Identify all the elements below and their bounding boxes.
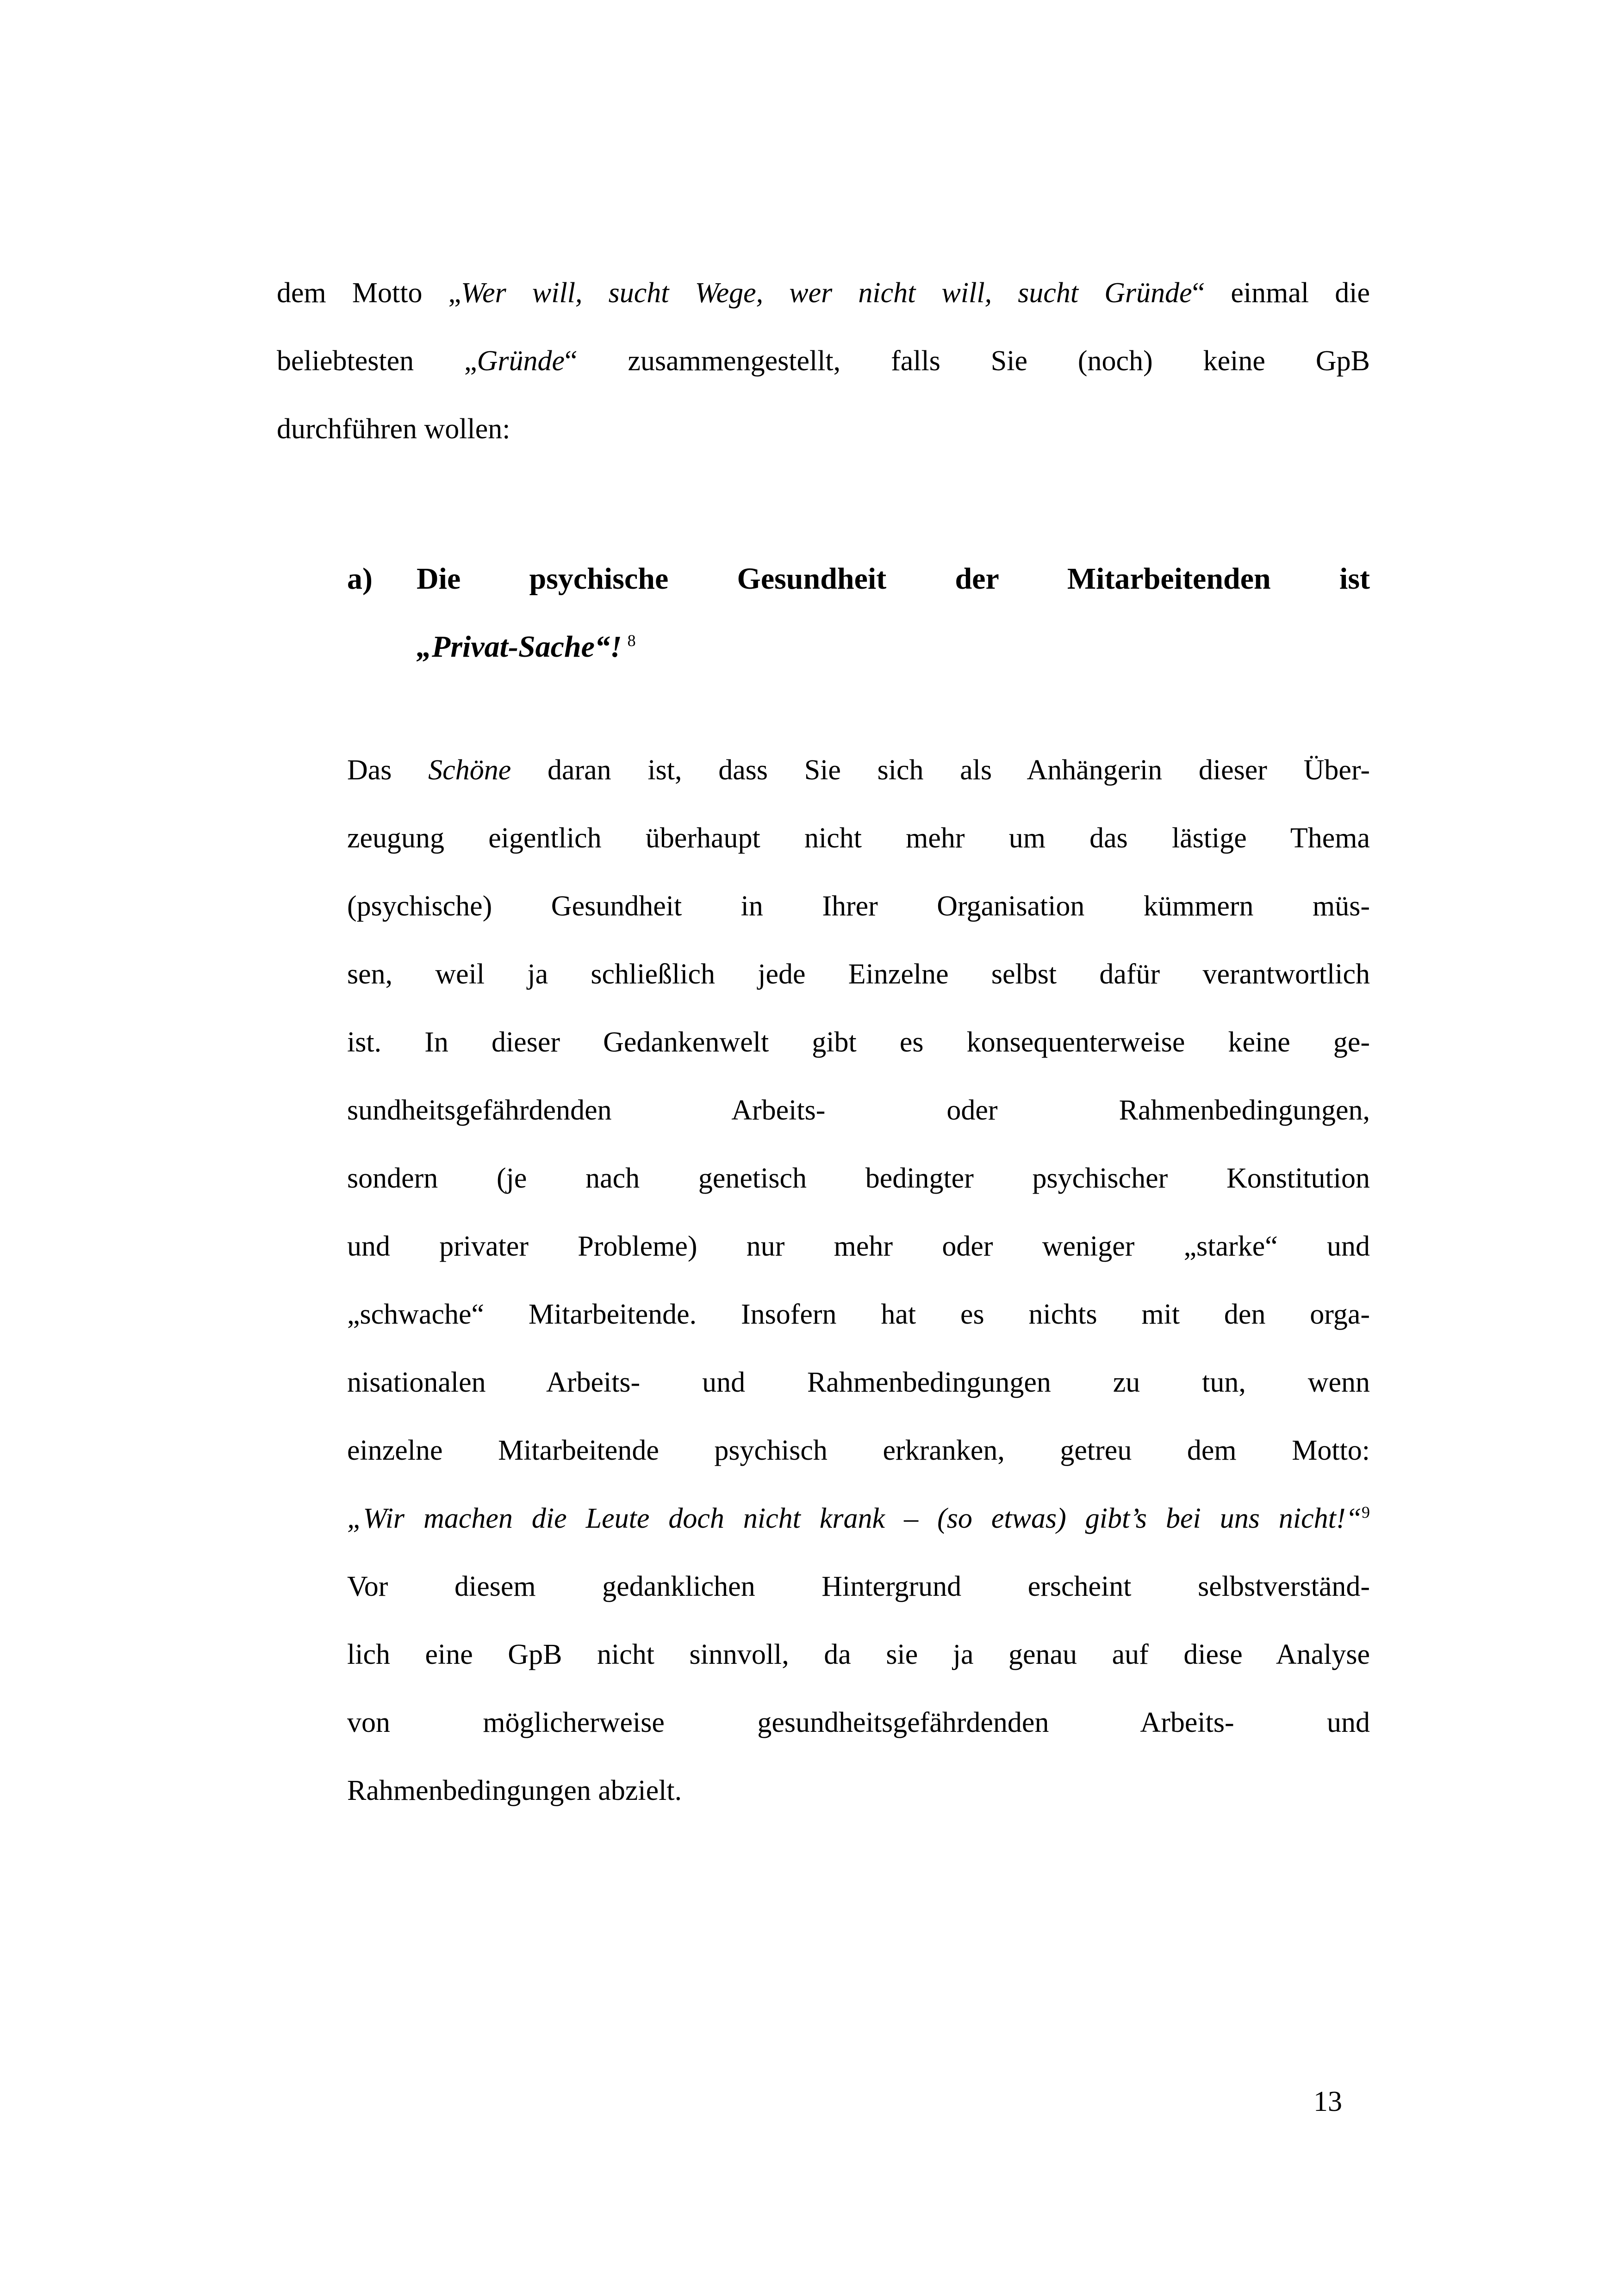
text-run: “ einmal die: [1192, 277, 1370, 309]
text-line: [277, 327, 1370, 395]
footnote-ref-9: 9: [1362, 1503, 1370, 1522]
text-run: beliebtesten „: [277, 345, 477, 377]
text-line: [277, 259, 1370, 327]
text-line: sen, weil ja schließlich jede Einzelne selbst dafür verantwortlich: [347, 958, 1370, 990]
text-line: ist. In dieser Gedankenwelt gibt es konsequenterweise keine ge-: [347, 1027, 1370, 1058]
text-line: und privater Probleme) nur mehr oder weniger „starke“ und: [347, 1231, 1370, 1262]
text-line: von möglicherweise gesundheitsgefährdenden Arbeits- und: [347, 1707, 1370, 1738]
footnote-ref-8: 8: [627, 631, 636, 650]
text-line: sondern (je nach genetisch bedingter psychischer Konstitution: [347, 1163, 1370, 1194]
text-run: daran ist, dass Sie sich als Anhängerin dieser Über-: [511, 754, 1370, 786]
text-line: sundheitsgefährdenden Arbeits- oder Rahmenbedingungen,: [347, 1095, 1370, 1126]
text-run: Das: [347, 754, 429, 786]
text-line: Rahmenbedingungen abzielt.: [347, 1775, 682, 1806]
text-line: Vor diesem gedanklichen Hintergrund erscheint selbstverständ-: [347, 1571, 1370, 1602]
text-line: zeugung eigentlich überhaupt nicht mehr um das lästige Thema: [347, 822, 1370, 854]
motto-italic-text: Wer will, sucht Wege, wer nicht will, sucht Gründe: [461, 277, 1192, 309]
gruende-italic-text: Gründe: [477, 345, 565, 377]
heading-text: Die psychische Gesundheit der Mitarbeitenden ist: [417, 562, 1370, 596]
text-line: nisationalen Arbeits- und Rahmenbedingungen zu tun, wenn: [347, 1367, 1370, 1398]
text-line: [347, 736, 1370, 804]
motto-quote-italic-text: „Wir machen die Leute doch nicht krank – (so etwas) gibt’s bei uns nicht!“: [347, 1503, 1362, 1534]
page-number: 13: [1313, 2086, 1342, 2117]
schoene-italic-text: Schöne: [428, 754, 511, 786]
text-run: dem Motto „: [277, 277, 461, 309]
text-block: [277, 259, 1370, 1825]
heading-line: [347, 545, 1370, 613]
text-run: durchführen wollen:: [277, 413, 510, 445]
text-line: „schwache“ Mitarbeitende. Insofern hat es nichts mit den orga-: [347, 1299, 1370, 1330]
heading-quote-text: „Privat-Sache“!: [417, 630, 622, 664]
heading-line: [347, 613, 1370, 681]
intro-paragraph: [277, 259, 1370, 463]
text-run: “ zusammengestellt, falls Sie (noch) keine GpB: [564, 345, 1370, 377]
text-line: lich eine GpB nicht sinnvoll, da sie ja genau auf diese Analyse: [347, 1639, 1370, 1670]
body-paragraph: [277, 736, 1370, 1825]
list-marker-a: a): [347, 562, 373, 596]
section-heading-a: [277, 545, 1370, 681]
text-line: einzelne Mitarbeitende psychisch erkranken, getreu dem Motto:: [347, 1435, 1370, 1466]
text-line: [347, 1485, 1370, 1553]
text-line: [277, 395, 1370, 463]
text-line: (psychische) Gesundheit in Ihrer Organisation kümmern müs-: [347, 890, 1370, 922]
